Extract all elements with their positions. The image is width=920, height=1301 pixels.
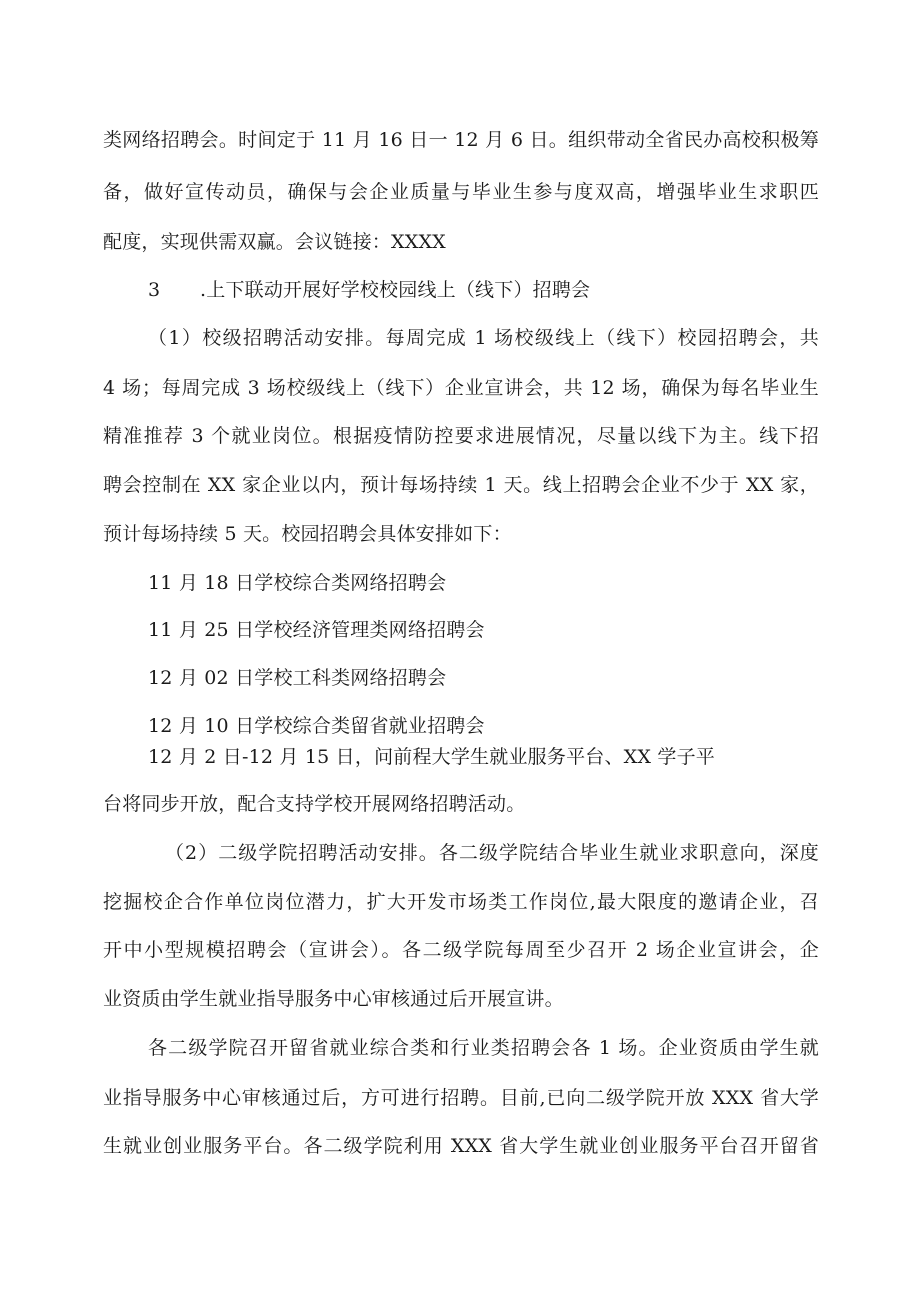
paragraph-5-line-3: 生就业创业服务平台。各二级学院利用 XXX 省大学生就业创业服务平台召开留省	[103, 1135, 819, 1157]
paragraph-1-line-2: 备，做好宣传动员，确保与会企业质量与毕业生参与度双高，增强毕业生求职匹	[103, 181, 819, 203]
schedule-item: 12 月 10 日学校综合类留省就业招聘会	[148, 715, 485, 737]
paragraph-3-line-2: 台将同步开放，配合支持学校开展网络招聘活动。	[103, 793, 526, 815]
schedule-item: 11 月 18 日学校综合类网络招聘会	[148, 572, 447, 594]
paragraph-5-line-1: 各二级学院召开留省就业综合类和行业类招聘会各 1 场。企业资质由学生就	[148, 1037, 819, 1059]
schedule-item: 12 月 02 日学校工科类网络招聘会	[148, 667, 447, 689]
paragraph-4-line-4: 业资质由学生就业指导服务中心审核通过后开展宣讲。	[103, 988, 564, 1010]
paragraph-4-line-2: 挖掘校企合作单位岗位潜力，扩大开发市场类工作岗位,最大限度的邀请企业，召	[103, 891, 819, 913]
paragraph-2-line-2: 4 场；每周完成 3 场校级线上（线下）企业宣讲会，共 12 场，确保为每名毕业生	[103, 377, 819, 399]
paragraph-2-line-3: 精准推荐 3 个就业岗位。根据疫情防控要求进展情况，尽量以线下为主。线下招	[103, 425, 819, 447]
schedule-item: 11 月 25 日学校经济管理类网络招聘会	[148, 619, 485, 641]
paragraph-1-line-1: 类网络招聘会。时间定于 11 月 16 日一 12 月 6 日。组织带动全省民办高校积极筹	[103, 129, 819, 151]
paragraph-4-line-1: （2）二级学院招聘活动安排。各二级学院结合毕业生就业求职意向，深度	[165, 842, 819, 864]
paragraph-2-line-5: 预计每场持续 5 天。校园招聘会具体安排如下：	[103, 523, 512, 545]
paragraph-1-line-3: 配度，实现供需双赢。会议链接：XXXX	[103, 231, 446, 253]
heading-text: .上下联动开展好学校校园线上（线下）招聘会	[200, 279, 591, 301]
heading-number: 3	[148, 279, 161, 301]
paragraph-2-line-1: （1）校级招聘活动安排。每周完成 1 场校级线上（线下）校园招聘会，共	[148, 327, 819, 349]
paragraph-5-line-2: 业指导服务中心审核通过后，方可进行招聘。目前,已向二级学院开放 XXX 省大学	[103, 1087, 819, 1109]
paragraph-2-line-4: 聘会控制在 XX 家企业以内，预计每场持续 1 天。线上招聘会企业不少于 XX 家，	[103, 474, 819, 496]
paragraph-4-line-3: 开中小型规模招聘会（宣讲会）。各二级学院每周至少召开 2 场企业宣讲会，企	[103, 939, 819, 961]
paragraph-3-line-1: 12 月 2 日-12 月 15 日，问前程大学生就业服务平台、XX 学子平	[148, 746, 715, 768]
